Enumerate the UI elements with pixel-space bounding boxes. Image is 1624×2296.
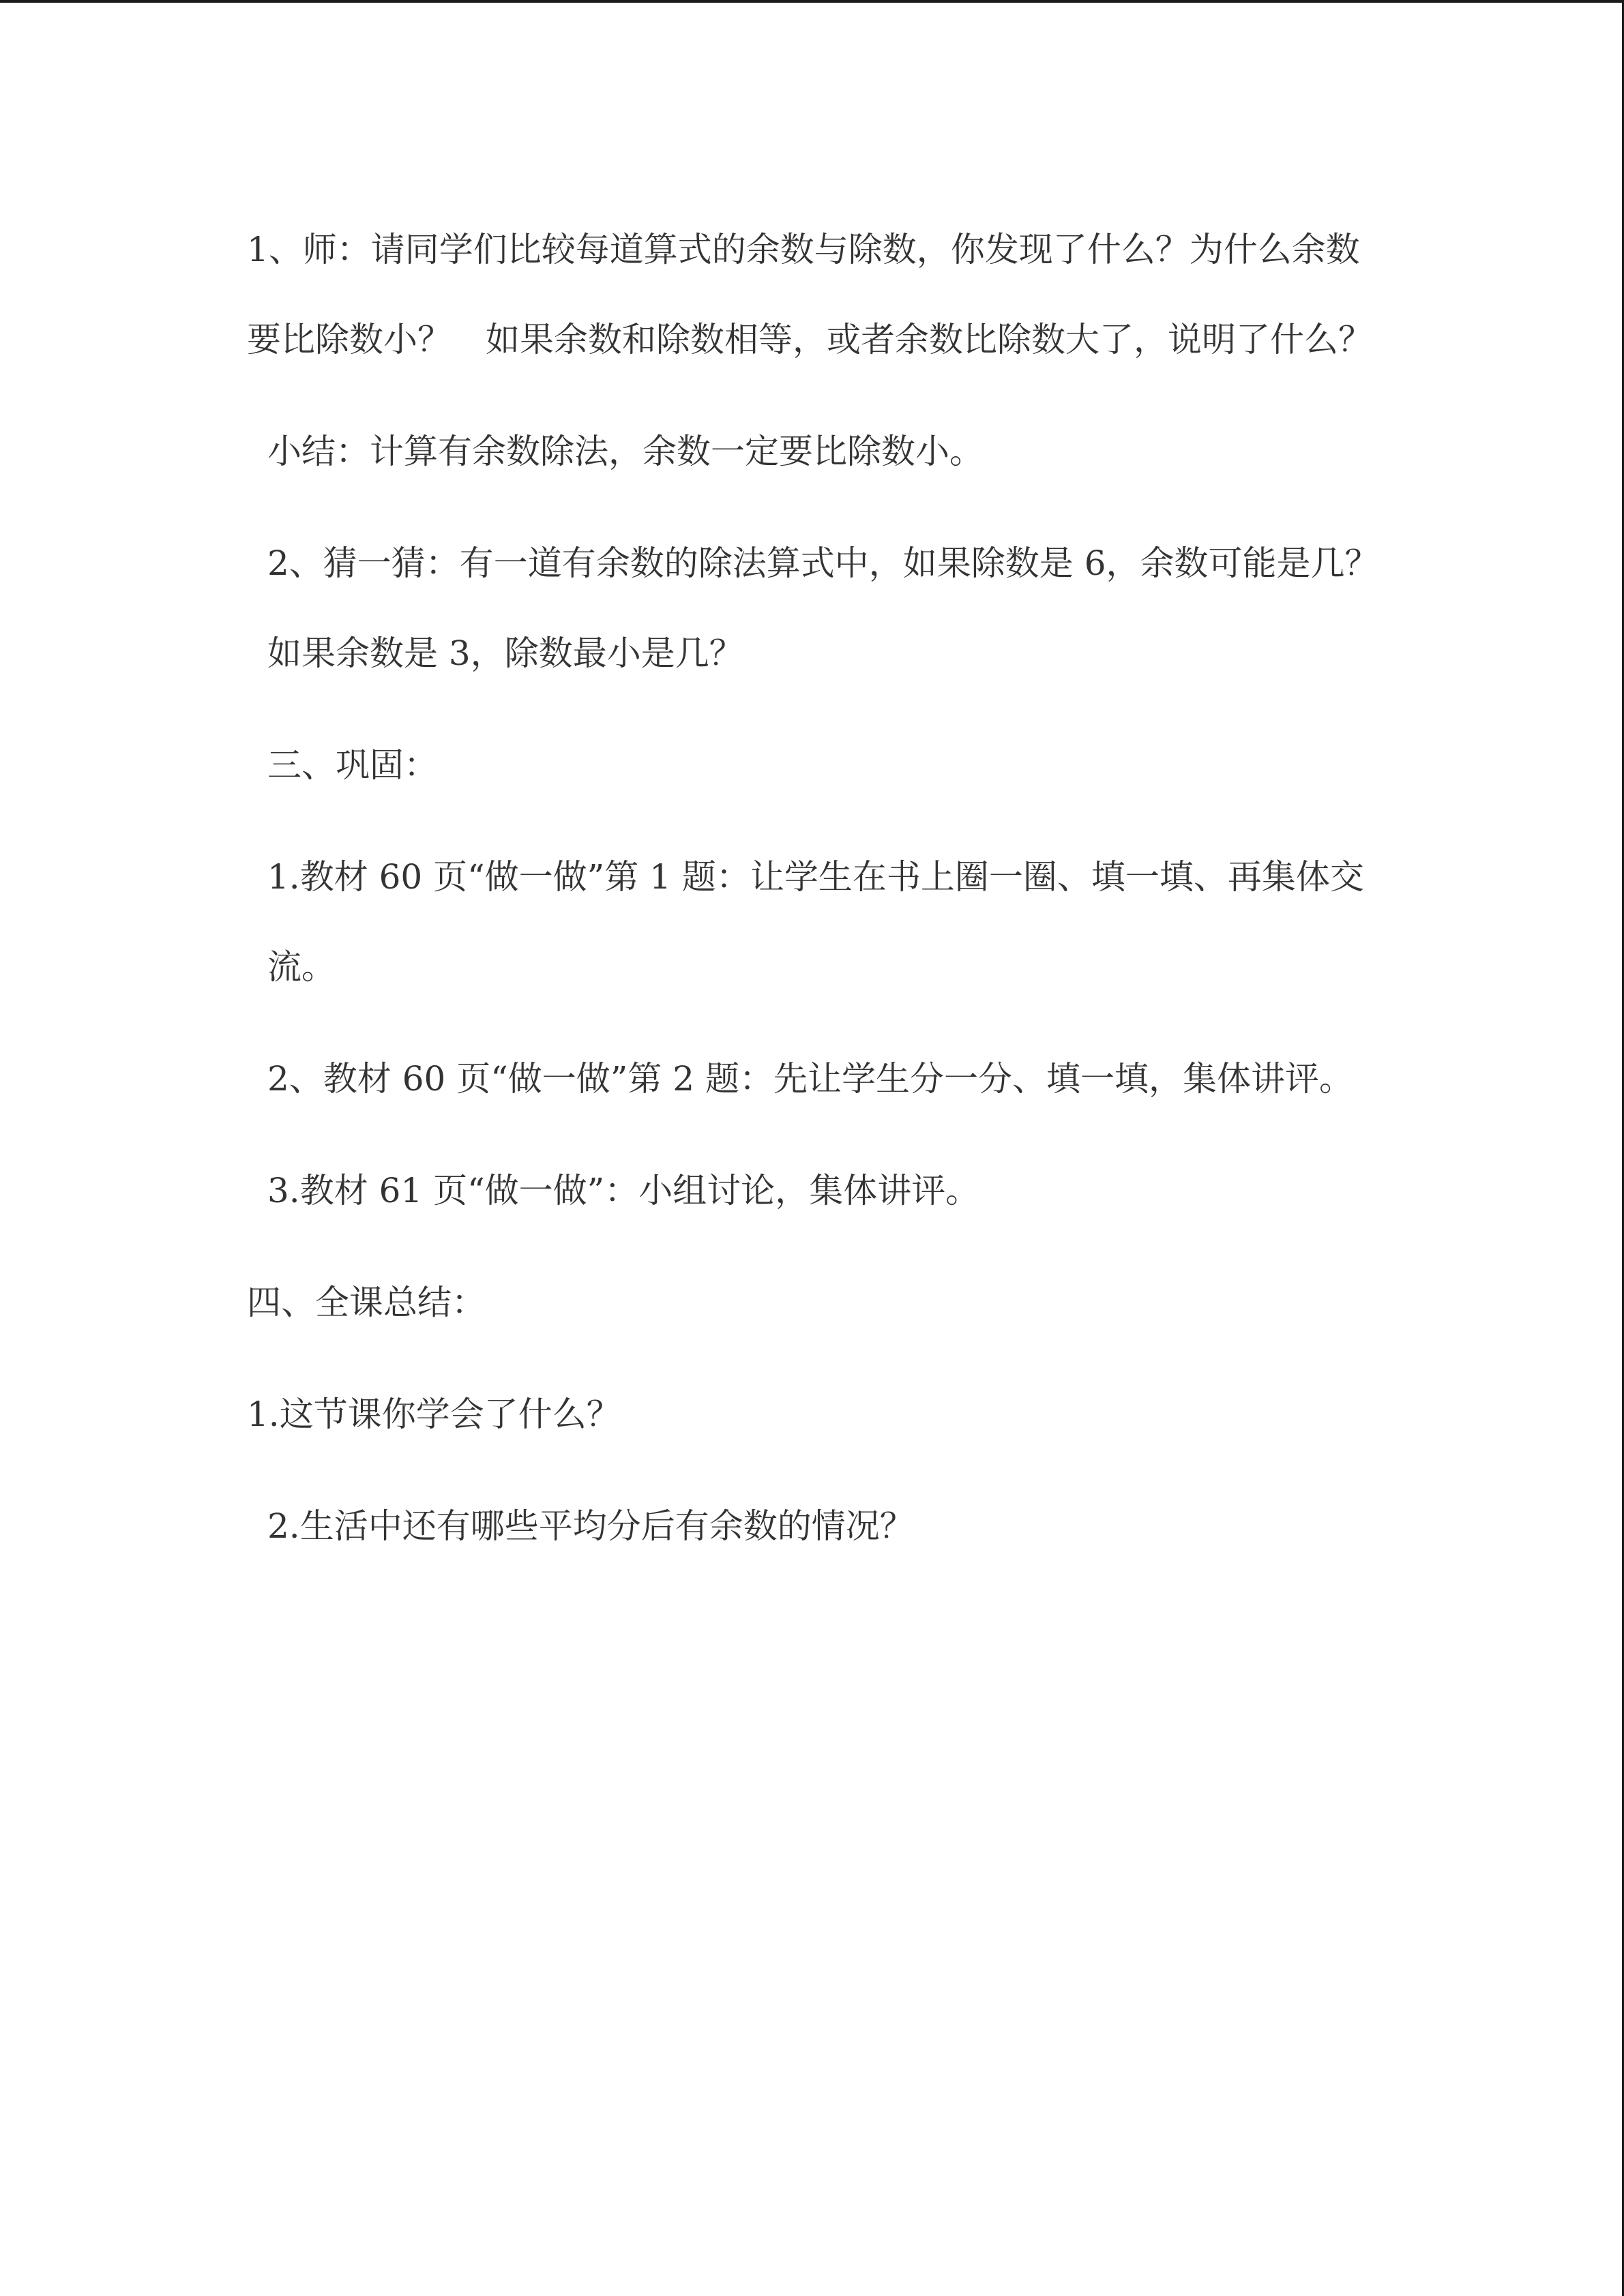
heading-consolidate: 三、巩固：: [267, 745, 438, 785]
paragraph-summary: 小结：计算有余数除法，余数一定要比除数小。: [267, 432, 984, 471]
document-body: [247, 205, 1379, 1593]
paragraph-exercise-2: 2、教材 60 页“做一做”第 2 题：先让学生分一分、填一填，集体讲评。: [267, 1059, 1353, 1099]
paragraph-guess: 2、猜一猜：有一道有余数的除法算式中，如果除数是 6，余数可能是几？如果余数是 3，除数最小是几？: [267, 543, 1379, 673]
heading-lesson-summary: 四、全课总结：: [247, 1283, 486, 1322]
paragraph-teacher-question: 1、师：请同学们比较每道算式的余数与除数，你发现了什么？为什么余数要比除数小？ 如果余数和除数相等，或者余数比除数大了，说明了什么？: [247, 230, 1372, 359]
paragraph-exercise-1: 1.教材 60 页“做一做”第 1 题：让学生在书上圈一圈、填一填、再集体交流。: [267, 857, 1364, 987]
paragraph-summary-question-2: 2.生活中还有哪些平均分后有余数的情况？: [267, 1506, 914, 1546]
page-top-border: [0, 0, 1624, 3]
paragraph-exercise-3: 3.教材 61 页“做一做”：小组讨论，集体讲评。: [267, 1171, 980, 1210]
paragraph-summary-question-1: 1.这节课你学会了什么？: [247, 1395, 621, 1434]
